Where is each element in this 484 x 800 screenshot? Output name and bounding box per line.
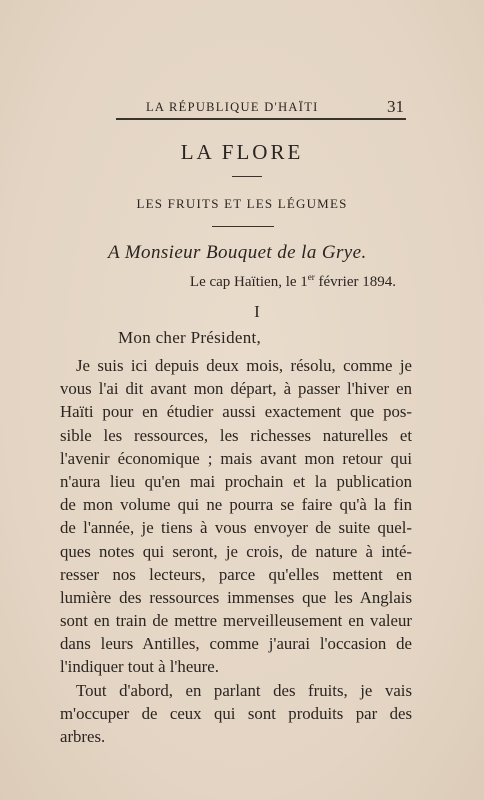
dateline: [190, 272, 396, 291]
body-line: sont en train de mettre merveilleusement en valeur: [60, 611, 412, 631]
body-line: lumière des ressources immenses que les Anglais: [60, 587, 412, 607]
running-title: LA RÉPUBLIQUE D'HAÏTI: [146, 100, 319, 114]
body-line: de mon volume qui ne pourra se faire qu'à la fin: [60, 495, 412, 515]
section-number: I: [254, 302, 260, 321]
body-line: Haïti pour en étudier aussi exactement que pos-: [60, 402, 412, 422]
letter-body: [60, 354, 412, 748]
body-line: dans leurs Antilles, comme j'aurai l'occasion de: [60, 634, 412, 654]
body-line: l'indiquer tout à l'heure.: [60, 657, 219, 677]
body-line: resser nos lecteurs, parce qu'elles mettent en: [60, 564, 412, 584]
body-line: n'aura lieu qu'en mai prochain et la publication: [60, 471, 412, 491]
title-divider: [232, 176, 262, 177]
letter-addressee: A Monsieur Bouquet de la Grye.: [108, 242, 367, 263]
dateline-place-date: Le cap Haïtien, le 1: [189, 274, 308, 290]
body-line: l'avenir économique ; mais avant mon retour qui: [60, 448, 412, 468]
header-rule: [116, 118, 406, 120]
dateline-month-year: février 1894.: [314, 274, 396, 290]
chapter-title: LA FLORE: [180, 140, 304, 164]
subtitle-divider: [212, 226, 274, 227]
body-line: ques notes qui seront, je crois, de nature à inté-: [60, 541, 412, 561]
page-number: 31: [387, 97, 404, 116]
salutation: Mon cher Président,: [118, 328, 262, 347]
body-line: m'occuper de ceux qui sont produits par des: [60, 703, 412, 723]
body-line: Je suis ici depuis deux mois, résolu, comme je: [76, 356, 412, 375]
body-line: arbres.: [60, 727, 106, 746]
body-line: sible les ressources, les richesses naturelles et: [60, 425, 412, 445]
running-header: [116, 97, 406, 117]
dateline-ordinal: er: [307, 272, 315, 282]
body-line: Tout d'abord, en parlant des fruits, je vais: [76, 680, 412, 700]
chapter-subtitle: LES FRUITS ET LES LÉGUMES: [136, 196, 348, 211]
body-line: vous l'ai dit avant mon départ, à passer l'hiver en: [60, 379, 412, 399]
body-line: de l'année, je tiens à vous envoyer de suite quel-: [60, 518, 412, 538]
